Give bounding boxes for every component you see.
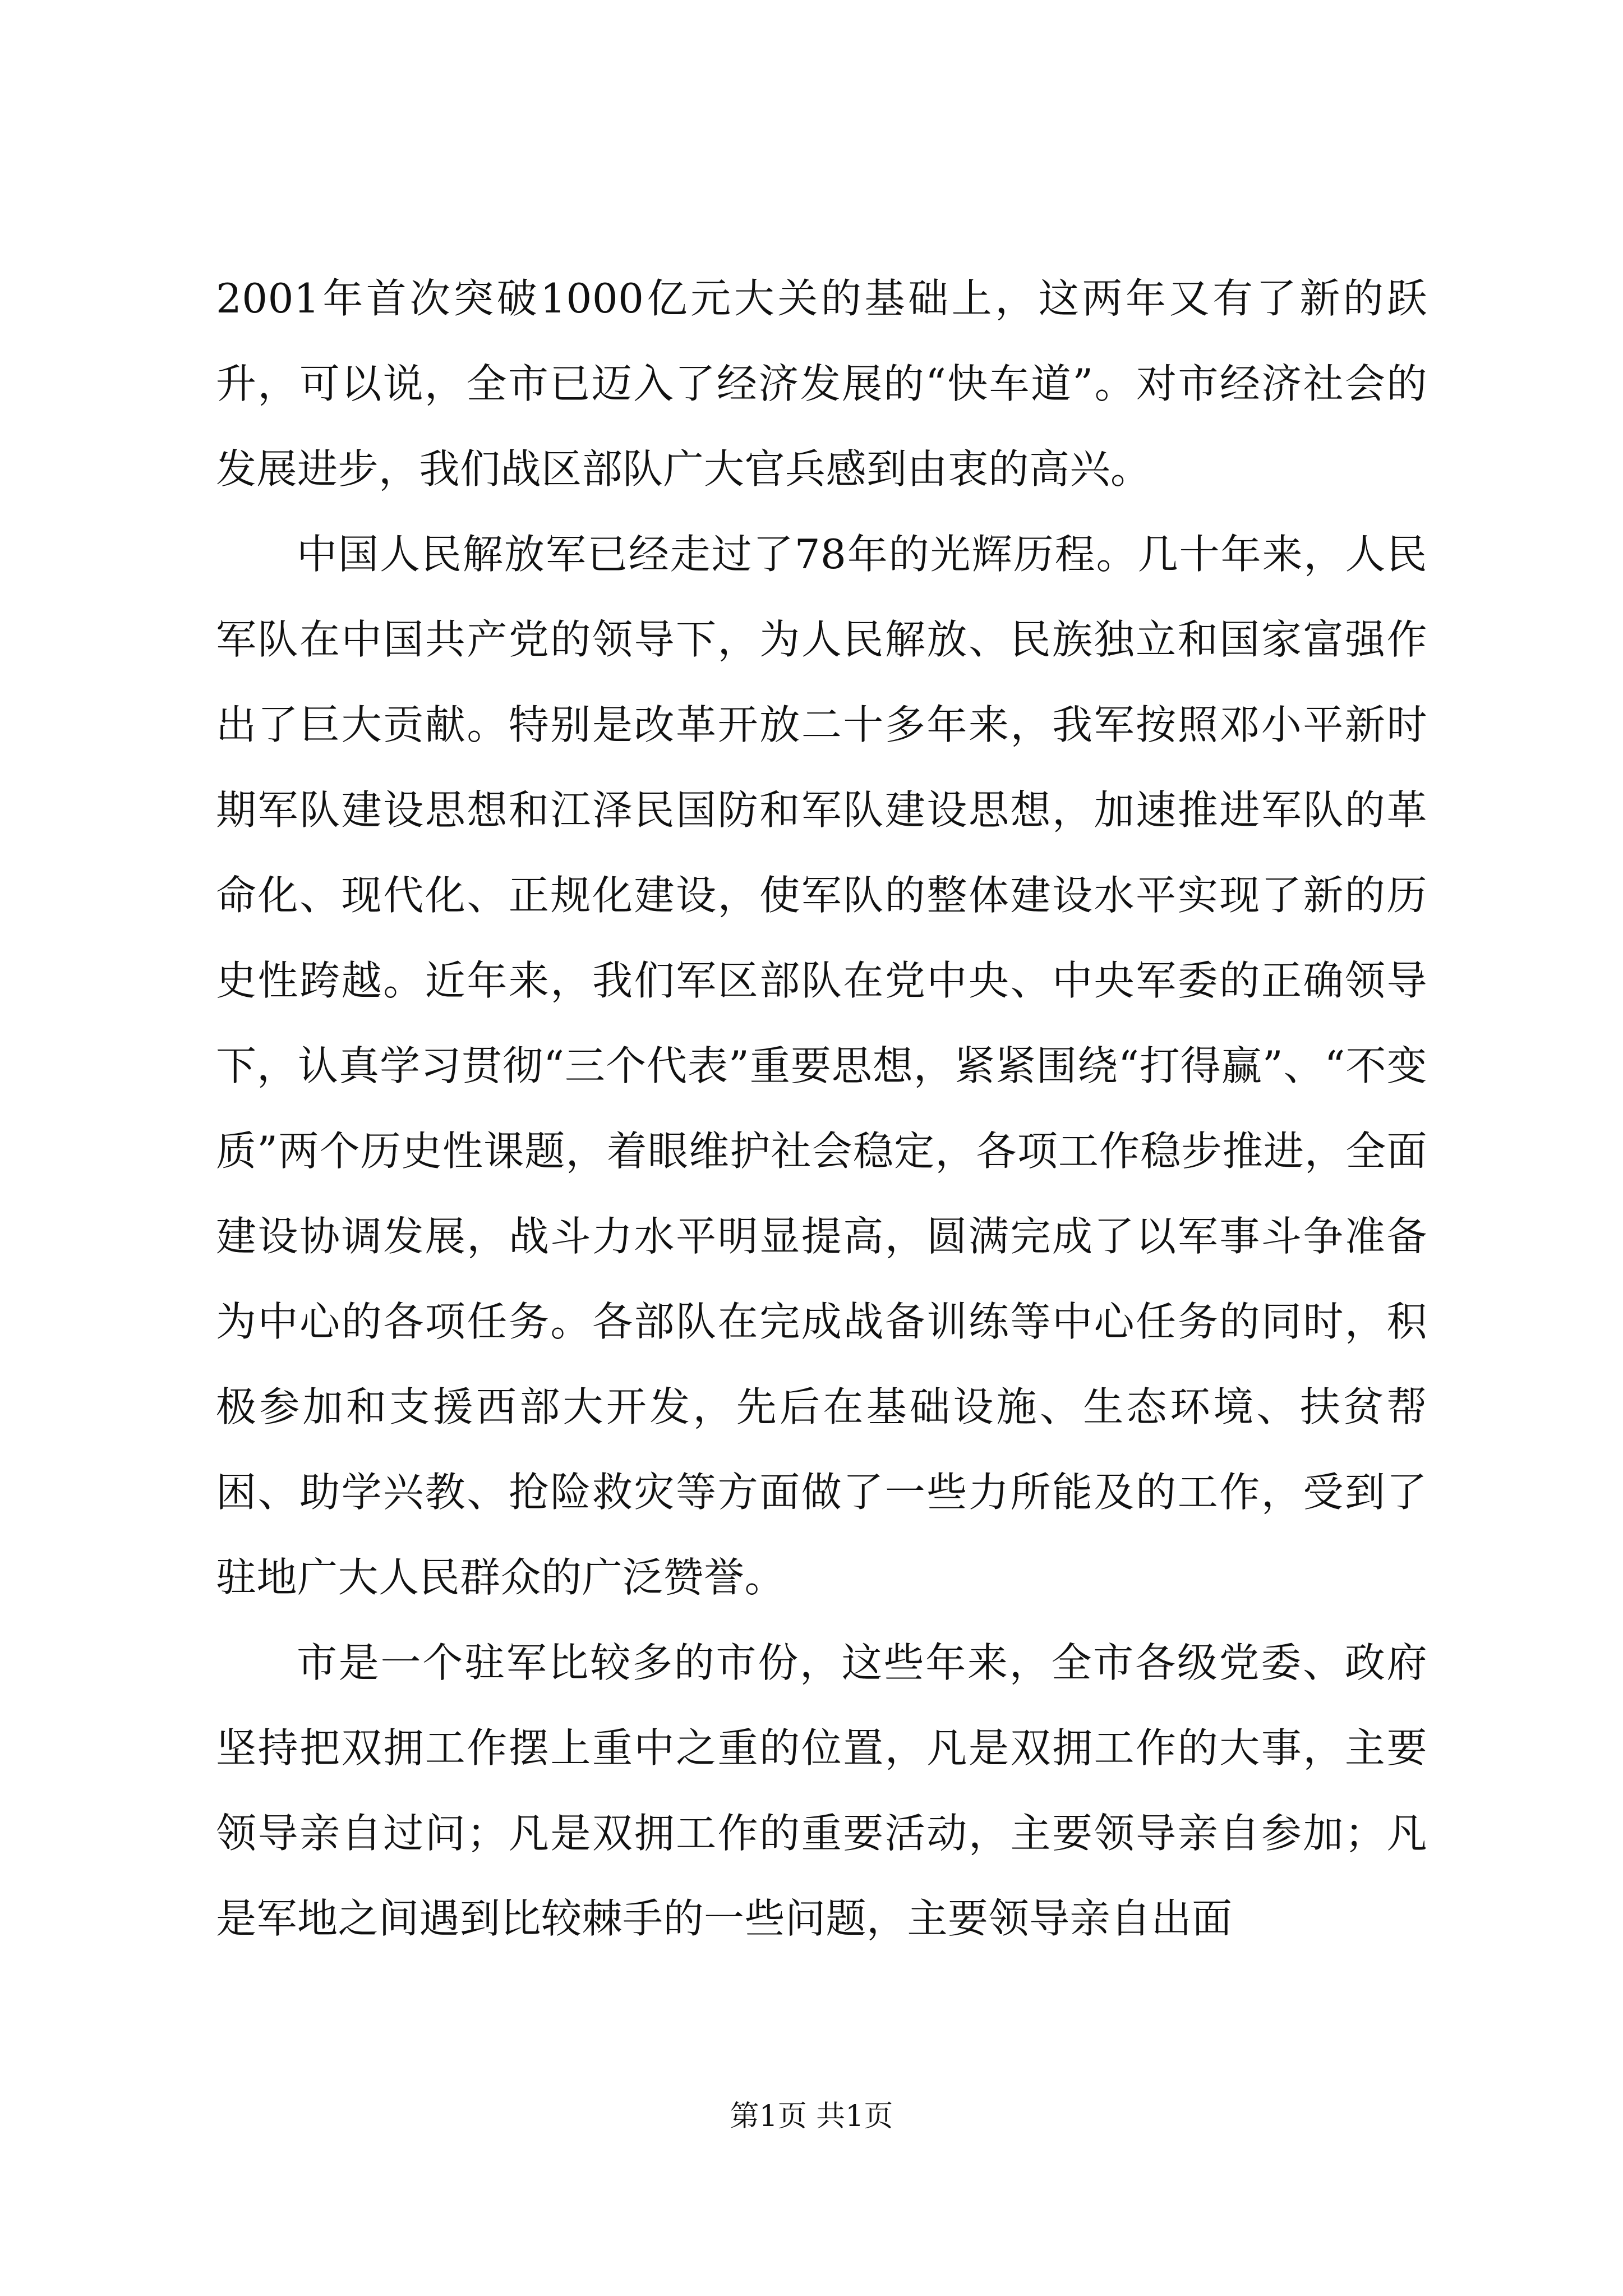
- paragraph-pla-history: 中国人民解放军已经走过了78年的光辉历程。几十年来，人民军队在中国共产党的领导下，为人民解放、民族独立和国家富强作出了巨大贡献。特别是改革开放二十多年来，我军按照邓小平新时期军队建设思想和江泽民国防和军队建设思想，加速推进军队的革命化、现代化、正规化建设，使军队的整体建设水平实现了新的历史性跨越。近年来，我们军区部队在党中央、中央军委的正确领导下，认真学习贯彻“三个代表”重要思想，紧紧围绕“打得赢”、“不变质”两个历史性课题，着眼维护社会稳定，各项工作稳步推进，全面建设协调发展，战斗力水平明显提高，圆满完成了以军事斗争准备为中心的各项任务。各部队在完成战备训练等中心任务的同时，积极参加和支援西部大开发，先后在基础设施、生态环境、扶贫帮困、助学兴教、抢险救灾等方面做了一些力所能及的工作，受到了驻地广大人民群众的广泛赞誉。: [216, 531, 1427, 1601]
- page-footer: 第1页 共1页: [730, 2100, 893, 2133]
- paragraph-continuation: 2001年首次突破1000亿元大关的基础上，这两年又有了新的跃升，可以说，全市已迈入了经济发展的“快车道”。对市经济社会的发展进步，我们战区部队广大官兵感到由衷的高兴。: [216, 275, 1427, 493]
- paragraph-double-support: 市是一个驻军比较多的市份，这些年来，全市各级党委、政府坚持把双拥工作摆上重中之重的位置，凡是双拥工作的大事，主要领导亲自过问；凡是双拥工作的重要活动，主要领导亲自参加；凡是军地之间遇到比较棘手的一些问题，主要领导亲自出面: [216, 1639, 1427, 1942]
- document-body: [216, 256, 1427, 1961]
